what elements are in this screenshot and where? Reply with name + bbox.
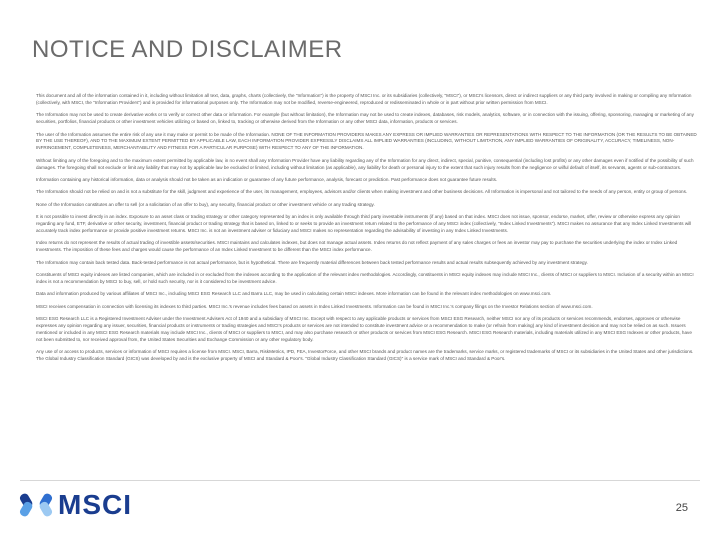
page-title: NOTICE AND DISCLAIMER — [32, 36, 343, 63]
msci-logo — [18, 487, 132, 523]
disclaimer-paragraph: The Information may not be used to create derivative works or to verify or correct other data or information. For example (but without limitation), the Information may not be used to create indexes, databases, risk models, analytics, software, or in connection with the issuing, offering, sponsoring, managing or marketing of any securities, portfolios, financial products or other investment vehicles utilizing or based on, linked to, tracking or otherwise derived from the Information or any other MSCI data, information, products or services. — [36, 112, 694, 125]
disclaimer-paragraph: Any use of or access to products, services or information of MSCI requires a license from MSCI. MSCI, Barra, RiskMetrics, IPD, FEA, InvestorForce, and other MSCI brands and product names are the trademarks, service marks, or registered trademarks of MSCI or its subsidiaries in the United States and other jurisdictions. The Global Industry Classification Standard (GICS) was developed by and is the exclusive property of MSCI and Standard & Poor's. "Global Industry Classification Standard (GICS)" is a service mark of MSCI and Standard & Poor's. — [36, 349, 694, 362]
disclaimer-paragraph: MSCI receives compensation in connection with licensing its indexes to third parties. MSCI Inc.'s revenue includes fees based on assets in Index Linked Investments. Information can be found in MSCI Inc.'s company filings on the Investor Relations section of www.msci.com. — [36, 303, 593, 309]
msci-logo-text: MSCI — [58, 489, 132, 520]
disclaimer-paragraph: MSCI ESG Research LLC is a Registered Investment Adviser under the Investment Advisers Act of 1940 and a subsidiary of MSCI Inc. Except with respect to any applicable products or services from MSCI ESG Research, neither MSCI nor any of its products or services recommends, endorses, approves or otherwise expresses any opinion regarding any issuer, securities, financial products or instruments or trading strategies and MSCI's products or services are not intended to constitute investment advice or a recommendation to make (or refrain from making) any kind of investment decision and may not be relied on as such. Issuers mentioned or included in any MSCI ESG Research materials may include MSCI Inc., clients of MSCI or suppliers to MSCI, and may also purchase research or other products or services from MSCI ESG Research. MSCI ESG Research materials, including materials utilized in any MSCI ESG Indexes or other products, have not been submitted to, nor received approval from, the United States Securities and Exchange Commission or any other regulatory body. — [36, 316, 692, 342]
msci-logo-mark-icon — [18, 487, 54, 523]
disclaimer-paragraph: Index returns do not represent the results of actual trading of investible assets/securities. MSCI maintains and calculates indexes, but does not manage actual assets. Index returns do not reflect payment of any sales charges or fees an investor may pay to purchase the securities underlying the index or Index Linked Investments. The imposition of these fees and charges would cause the performance of an Index Linked Investment to be different than the MSCI index performance. — [36, 240, 678, 253]
disclaimer-paragraph: This document and all of the information contained in it, including without limitation all text, data, graphs, charts (collectively, the "Information") is the property of MSCI Inc. or its subsidiaries (collectively, "MSCI"), or MSCI's licensors, direct or indirect suppliers or any third party involved in making or compiling any Information (collectively, with MSCI, the "Information Providers") and is provided for informational purposes only. The Information may not be modified, reverse-engineered, reproduced or redisseminated in whole or in part without prior written permission from MSCI. — [36, 93, 692, 105]
disclaimer-paragraph: It is not possible to invest directly in an index. Exposure to an asset class or trading strategy or other category represented by an index is only available through third party investable instruments (if any) based on that index. MSCI does not issue, sponsor, endorse, market, offer, review or otherwise express any opinion regarding any fund, ETF, derivative or other security, investment, financial product or trading strategy that is based on, linked to or seeks to provide an investment return related to the performance of any MSCI index (collectively, "Index Linked Investments"). MSCI makes no assurance that any Index Linked Investments will accurately track index performance or provide positive investment returns. MSCI Inc. is not an investment adviser or fiduciary and MSCI makes no representation regarding the advisability of investing in any Index Linked Investments. — [36, 214, 692, 233]
page-number: 25 — [675, 502, 688, 514]
disclaimer-body — [36, 93, 698, 368]
disclaimer-paragraph: The Information may contain back tested data. Back-tested performance is not actual performance, but is hypothetical. There are frequently material differences between back tested performance results and actual results subsequently achieved by any investment strategy. — [36, 259, 588, 265]
disclaimer-paragraph: The Information should not be relied on and is not a substitute for the skill, judgment and experience of the user, its management, employees, advisors and/or clients when making investment and other business decisions. All Information is impersonal and not tailored to the needs of any person, entity or group of persons. — [36, 189, 688, 195]
disclaimer-paragraph: The user of the Information assumes the entire risk of any use it may make or permit to be made of the Information. NONE OF THE INFORMATION PROVIDERS MAKES ANY EXPRESS OR IMPLIED WARRANTIES OR REPRESENTATIONS WITH RESPECT TO THE INFORMATION (OR THE RESULTS TO BE OBTAINED BY THE USE THEREOF), AND TO THE MAXIMUM EXTENT PERMITTED BY APPLICABLE LAW, EACH INFORMATION PROVIDER EXPRESSLY DISCLAIMS ALL IMPLIED WARRANTIES (INCLUDING, WITHOUT LIMITATION, ANY IMPLIED WARRANTIES OF ORIGINALITY, ACCURACY, TIMELINESS, NON-INFRINGEMENT, COMPLETENESS, MERCHANTABILITY AND FITNESS FOR A PARTICULAR PURPOSE) WITH RESPECT TO ANY OF THE INFORMATION. — [36, 131, 697, 151]
disclaimer-paragraph: Information containing any historical information, data or analysis should not be taken as an indication or guarantee of any future performance, analysis, forecast or prediction. Past performance does not guarantee future results. — [36, 177, 498, 183]
disclaimer-paragraph: Without limiting any of the foregoing and to the maximum extent permitted by applicable law, in no event shall any Information Provider have any liability regarding any of the Information for any direct, indirect, special, punitive, consequential (including lost profits) or any other damages even if notified of the possibility of such damages. The foregoing shall not exclude or limit any liability that may not by applicable law be excluded or limited, including without limitation (as applicable), any liability for death or personal injury to the extent that such injury results from the negligence or wilful default of itself, its servants, agents or sub-contractors. — [36, 157, 694, 170]
disclaimer-paragraph: None of the Information constitutes an offer to sell (or a solicitation of an offer to buy), any security, financial product or other investment vehicle or any trading strategy. — [36, 201, 375, 207]
footer-divider — [20, 480, 700, 481]
disclaimer-paragraph: Data and information produced by various affiliates of MSCI Inc., including MSCI ESG Research LLC and Barra LLC, may be used in calculating certain MSCI indexes. More information can be found in the relevant index methodologies on www.msci.com. — [36, 291, 552, 297]
disclaimer-paragraph: Constituents of MSCI equity indexes are listed companies, which are included in or excluded from the indexes according to the application of the relevant index methodologies. Accordingly, constituents in MSCI equity indexes may include MSCI Inc., clients of MSCI or suppliers to MSCI. Inclusion of a security within an MSCI index is not a recommendation by MSCI to buy, sell, or hold such security, nor is it considered to be investment advice. — [36, 272, 694, 284]
